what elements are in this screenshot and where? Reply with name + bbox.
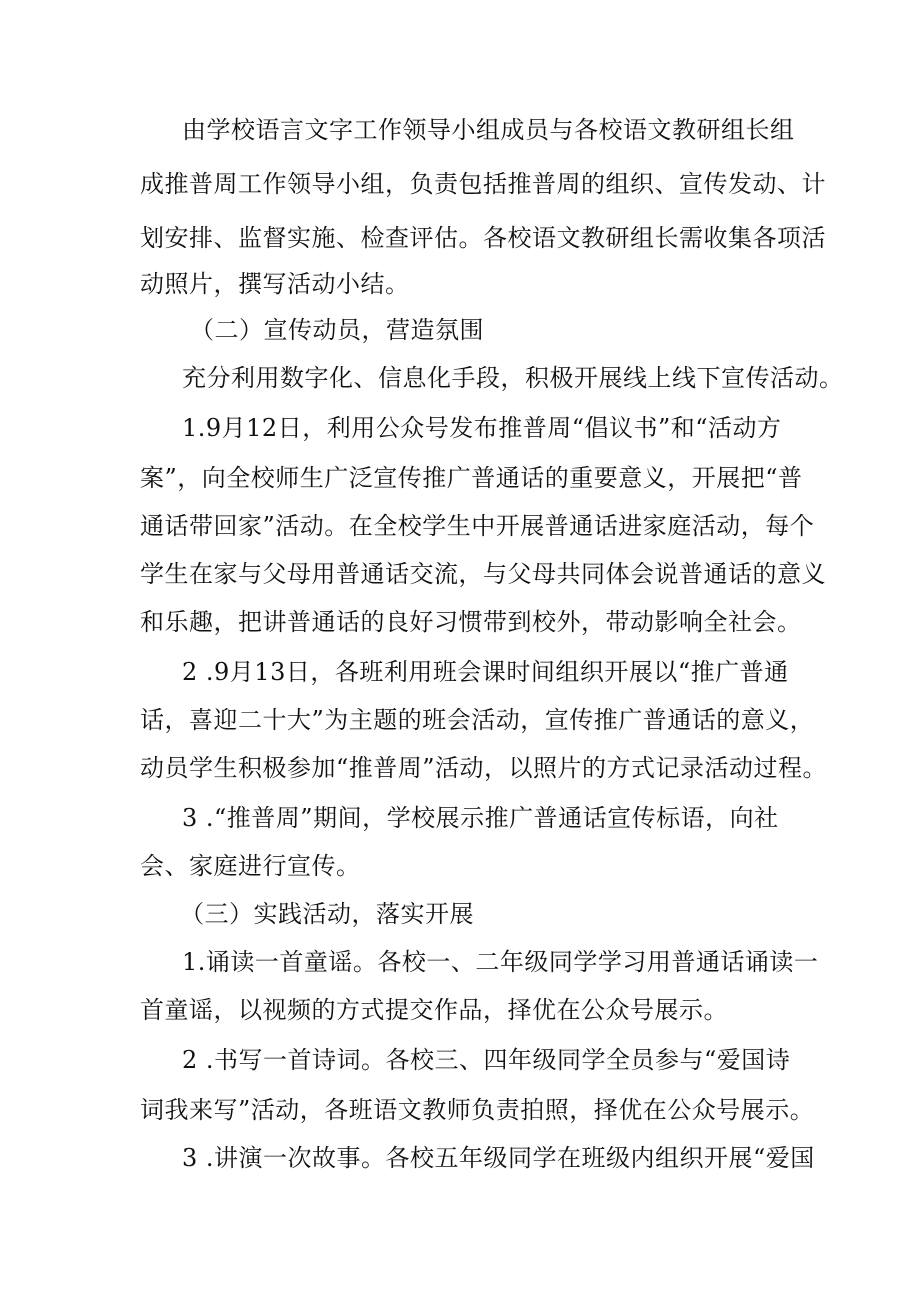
list-item-line: 会、家庭进行宣传。 <box>140 852 361 880</box>
paragraph-line: 充分利用数字化、信息化手段，积极开展线上线下宣传活动。 <box>182 364 844 392</box>
list-item-line: 2 .书写一首诗词。各校三、四年级同学全员参与“爱国诗 <box>182 1046 791 1074</box>
list-item-line: 2 .9月13日，各班利用班会课时间组织开展以“推广普通 <box>182 658 789 686</box>
list-item-line: 通话带回家”活动。在全校学生中开展普通话进家庭活动，每个 <box>140 512 815 540</box>
list-item-line: 学生在家与父母用普通话交流，与父母共同体会说普通话的意义 <box>140 560 826 588</box>
list-item-line: 词我来写”活动，各班语文教师负责拍照，择优在公众号展示。 <box>140 1096 815 1124</box>
list-item-line: 1.9月12日，利用公众号发布推普周“倡议书”和“活动方 <box>182 414 782 442</box>
list-item-line: 3 .讲演一次故事。各校五年级同学在班级内组织开展“爱国 <box>182 1144 815 1172</box>
paragraph-line: 由学校语言文字工作领导小组成员与各校语文教研组长组 <box>182 116 795 144</box>
list-item-line: 3 .“推普周”期间，学校展示推广普通话宣传标语，向社 <box>182 804 779 832</box>
paragraph-line: 划安排、监督实施、检查评估。各校语文教研组长需收集各项活 <box>140 224 826 252</box>
paragraph-line: 动照片，撰写活动小结。 <box>140 270 410 298</box>
list-item-line: 和乐趣，把讲普通话的良好习惯带到校外，带动影响全社会。 <box>140 608 802 636</box>
section-heading: （二）宣传动员，营造氛围 <box>190 316 484 344</box>
list-item-line: 动员学生积极参加“推普周”活动，以照片的方式记录活动过程。 <box>140 754 828 782</box>
list-item-line: 1.诵读一首童谣。各校一、二年级同学学习用普通话诵读一 <box>182 948 819 976</box>
list-item-line: 案”，向全校师生广泛宣传推广普通话的重要意义，开展把“普 <box>140 464 803 492</box>
section-heading: （三）实践活动，落实开展 <box>180 900 474 928</box>
list-item-line: 首童谣，以视频的方式提交作品，择优在公众号展示。 <box>140 996 728 1024</box>
list-item-line: 话，喜迎二十大”为主题的班会活动，宣传推广普通话的意义， <box>140 706 815 734</box>
paragraph-line: 成推普周工作领导小组，负责包括推普周的组织、宣传发动、计 <box>140 170 826 198</box>
